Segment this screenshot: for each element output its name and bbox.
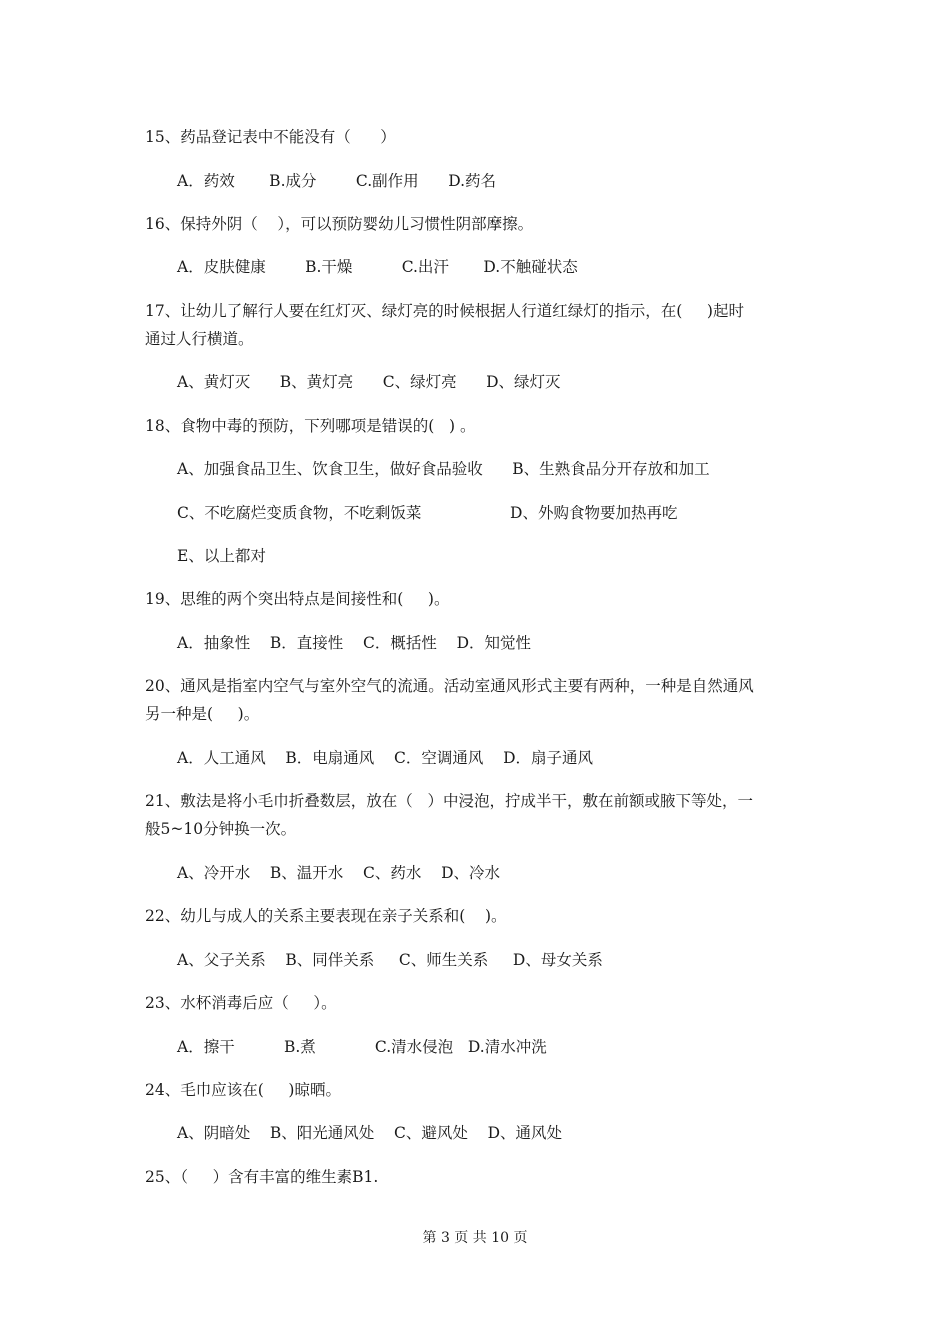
question-15-options: A．药效 B.成分 C.副作用 D.药名 [177,172,497,190]
question-20-stem: 20、通风是指室内空气与室外空气的流通。活动室通风形式主要有两种，一种是自然通风 [145,677,754,695]
question-17-stem: 17、让幼儿了解行人要在红灯灭、绿灯亮的时候根据人行道红绿灯的指示，在( )起时 [145,302,744,320]
question-22-options: A、父子关系 B、同伴关系 C、师生关系 D、母女关系 [177,951,603,969]
question-18-options-row-3: E、以上都对 [177,547,266,565]
question-18-options-row-2: C、不吃腐烂变质食物，不吃剩饭菜 D、外购食物要加热再吃 [177,504,678,522]
question-20-options: A．人工通风 B．电扇通风 C．空调通风 D．扇子通风 [177,749,593,767]
question-21-stem: 21、敷法是将小毛巾折叠数层，放在（ ）中浸泡，拧成半干，敷在前额或腋下等处，一 [145,792,754,810]
question-24-options: A、阴暗处 B、阳光通风处 C、避风处 D、通风处 [177,1124,562,1142]
question-17-options: A、黄灯灭 B、黄灯亮 C、绿灯亮 D、绿灯灭 [177,373,561,391]
question-17-stem-continued: 通过人行横道。 [145,330,254,348]
question-25-stem: 25、（ ）含有丰富的维生素B1. [145,1168,379,1186]
question-21-stem-continued: 般5~10分钟换一次。 [145,820,297,838]
question-15-stem: 15、药品登记表中不能没有（ ） [145,128,396,146]
question-23-stem: 23、水杯消毒后应（ ）。 [145,994,337,1012]
question-22-stem: 22、幼儿与成人的关系主要表现在亲子关系和( )。 [145,907,507,925]
question-18-options-row-1: A、加强食品卫生、饮食卫生，做好食品验收 B、生熟食品分开存放和加工 [177,460,710,478]
question-16-stem: 16、保持外阴（ ），可以预防婴幼儿习惯性阴部摩擦。 [145,215,534,233]
question-16-options: A．皮肤健康 B.干燥 C.出汗 D.不触碰状态 [177,258,578,276]
question-20-stem-continued: 另一种是( )。 [145,705,260,723]
page-number-footer: 第 3 页 共 10 页 [422,1230,528,1246]
question-19-options: A．抽象性 B．直接性 C．概括性 D．知觉性 [177,634,531,652]
question-21-options: A、冷开水 B、温开水 C、药水 D、冷水 [177,864,500,882]
question-24-stem: 24、毛巾应该在( )晾晒。 [145,1081,341,1099]
question-18-stem: 18、食物中毒的预防，下列哪项是错误的( ) 。 [145,417,476,435]
question-23-options: A．擦干 B.煮 C.清水侵泡 D.清水冲洗 [177,1038,547,1056]
question-19-stem: 19、思维的两个突出特点是间接性和( )。 [145,590,450,608]
